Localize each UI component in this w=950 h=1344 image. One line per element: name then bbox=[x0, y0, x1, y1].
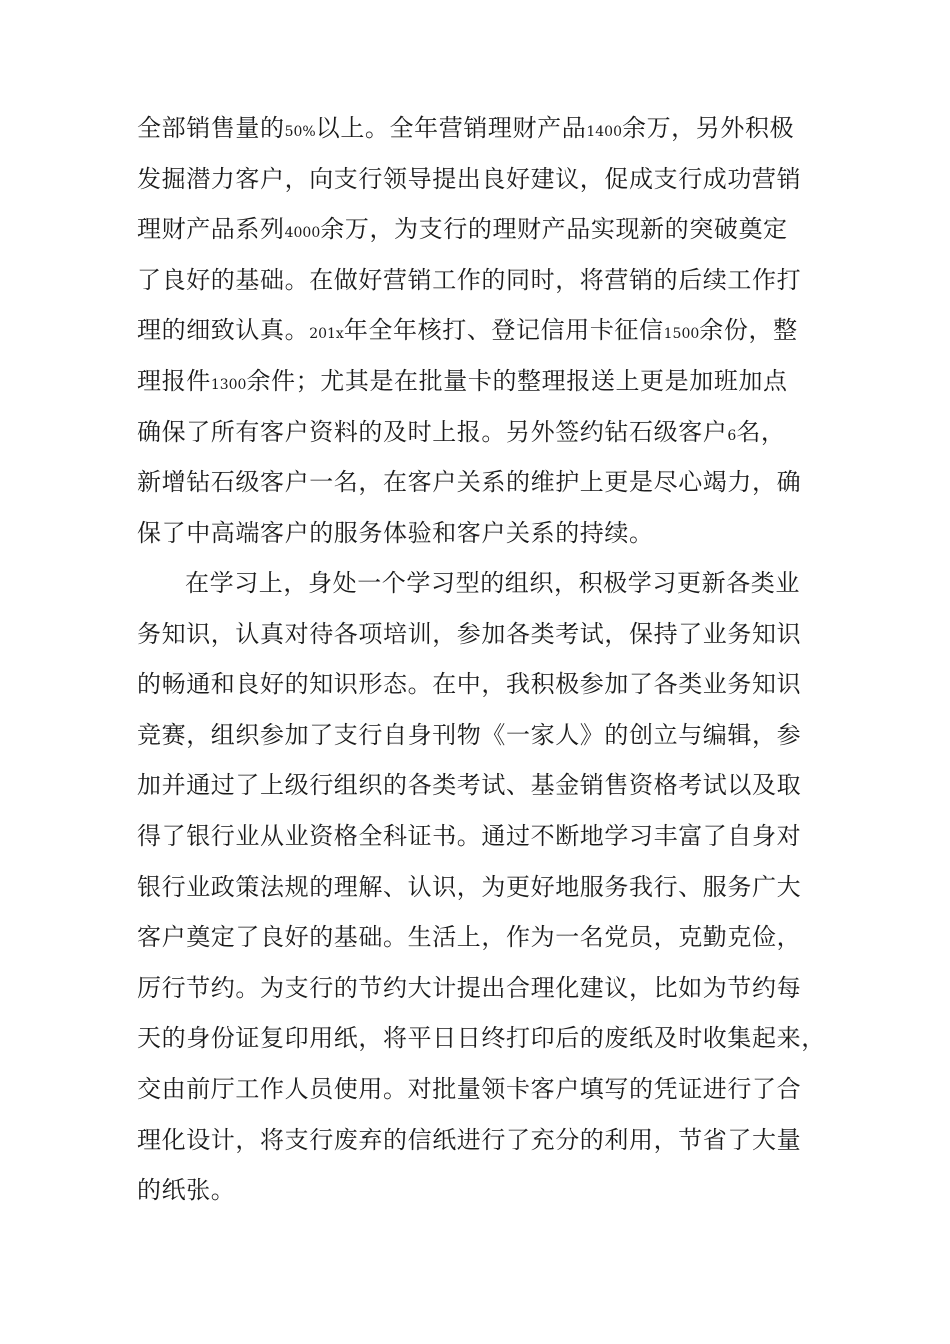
text-line: 新增钻石级客户一名，在客户关系的维护上更是尽心竭力，确 bbox=[137, 468, 802, 497]
text-line: 保了中高端客户的服务体验和客户关系的持续。 bbox=[137, 518, 654, 547]
text-line: 银行业政策法规的理解、认识，为更好地服务我行、服务广大 bbox=[137, 872, 802, 901]
text-line: 客户奠定了良好的基础。生活上，作为一名党员，克勤克俭， bbox=[137, 923, 802, 952]
text-line: 理财产品系列4000余万，为支行的理财产品实现新的突破奠定 bbox=[137, 215, 788, 244]
paragraph-sales-performance bbox=[137, 103, 837, 558]
text-line: 发掘潜力客户，向支行领导提出良好建议，促成支行成功营销 bbox=[137, 164, 802, 193]
text-line: 天的身份证复印用纸，将平日日终打印后的废纸及时收集起来， bbox=[137, 1024, 826, 1053]
text-line: 理化设计，将支行废弃的信纸进行了充分的利用，节省了大量 bbox=[137, 1125, 802, 1154]
text-line: 全部销售量的50%以上。全年营销理财产品1400余万，另外积极 bbox=[137, 114, 795, 142]
text-line-indented: 在学习上，身处一个学习型的组织，积极学习更新各类业 bbox=[185, 569, 800, 597]
text-line: 理的细致认真。201x年全年核打、登记信用卡征信1500余份，整 bbox=[137, 316, 798, 345]
text-line: 得了银行业从业资格全科证书。通过不断地学习丰富了自身对 bbox=[137, 821, 802, 850]
text-line: 厉行节约。为支行的节约大计提出合理化建议，比如为节约每 bbox=[137, 973, 802, 1002]
text-line: 交由前厅工作人员使用。对批量领卡客户填写的凭证进行了合 bbox=[137, 1074, 802, 1103]
text-line: 了良好的基础。在做好营销工作的同时，将营销的后续工作打 bbox=[137, 265, 802, 294]
text-line: 的纸张。 bbox=[137, 1176, 236, 1205]
paragraph-study-and-life bbox=[137, 558, 837, 1216]
text-line: 加并通过了上级行组织的各类考试、基金销售资格考试以及取 bbox=[137, 771, 802, 800]
text-line: 的畅通和良好的知识形态。在中，我积极参加了各类业务知识 bbox=[137, 670, 802, 699]
text-line: 务知识，认真对待各项培训，参加各类考试，保持了业务知识 bbox=[137, 619, 802, 648]
text-line: 确保了所有客户资料的及时上报。另外签约钻石级客户6名， bbox=[137, 417, 786, 446]
text-line: 竞赛，组织参加了支行自身刊物《一家人》的创立与编辑，参 bbox=[137, 720, 802, 749]
text-line: 理报件1300余件；尤其是在批量卡的整理报送上更是加班加点 bbox=[137, 366, 788, 395]
